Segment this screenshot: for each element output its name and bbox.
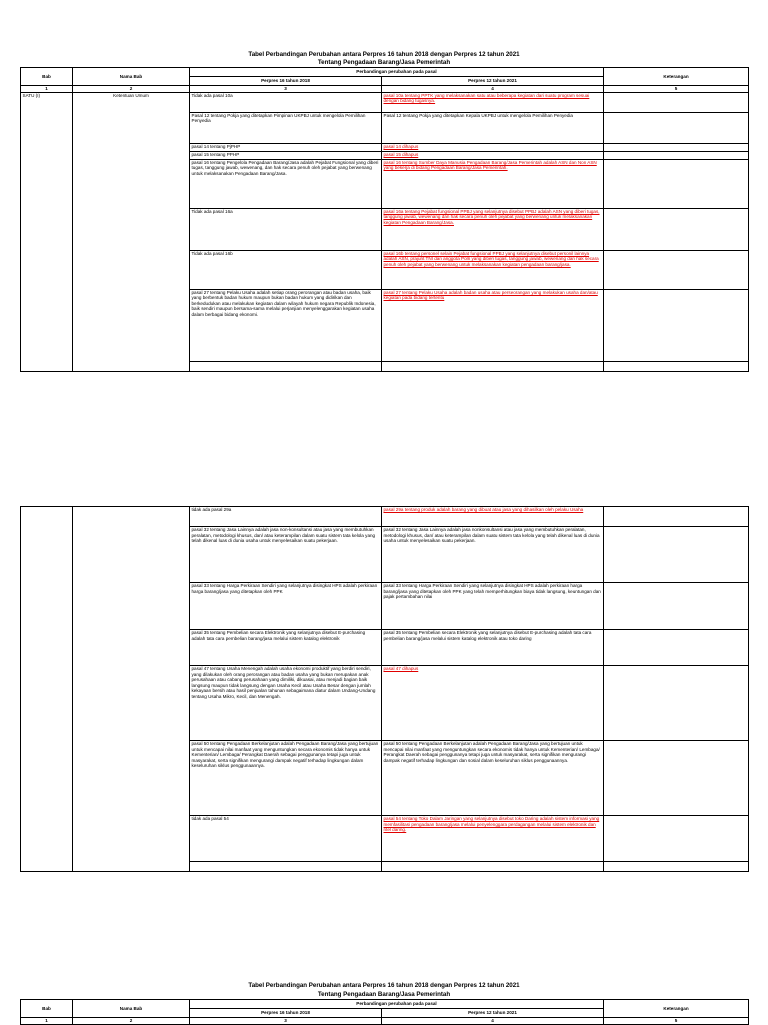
col-number: 5 xyxy=(604,86,749,93)
new-text-cell: pasal 16b tentang personel selain Pejabat fungsional PPBJ yang selanjutnya disebut personil lainnya adalah ASN, prajurit TNI dan anggota Polri yang diberi tugas, tanggung jawab, wewenang dan hak secara penuh oleh pejabat yang berwenang untuk melaksanakan kegiatan pengadaan barang/jasa. xyxy=(382,250,604,289)
keterangan-cell xyxy=(604,741,749,816)
nama-bab-cell xyxy=(73,507,190,872)
col-header-bab: Bab xyxy=(21,68,73,86)
bab-cell xyxy=(21,92,73,371)
keterangan-cell xyxy=(604,527,749,583)
empty-cell xyxy=(382,361,604,371)
col-number: 4 xyxy=(382,86,604,93)
new-text-cell: pasal 33 tentang Harga Perkiraan Sendiri yang selanjutnya disingkat HPS adalah perkiraan harga barang/jasa yang ditetapkan oleh PPK yang telah memperhitungkan biaya tidak langsung, keuntungan dan pajak pertambahan nilai xyxy=(382,583,604,630)
old-text-cell: Tidak ada pasal 16a xyxy=(190,208,382,250)
col-number: 3 xyxy=(190,1018,382,1025)
empty-cell xyxy=(190,361,382,371)
old-text-cell: Tidak ada pasal 16b xyxy=(190,250,382,289)
col-number: 2 xyxy=(73,1018,190,1025)
col-number: 4 xyxy=(382,1018,604,1025)
col-number: 5 xyxy=(604,1018,749,1025)
old-text-cell: pasal 35 tentang Pembelian secara Elektronik yang selanjutnya disebut E-purchasing adalah tata cara pembelian barang/jasa melalui sistem katalog elektronik xyxy=(190,630,382,666)
old-text-cell: pasal 16 tentang Pengelola Pengadaan Barang/Jasa adalah Pejabat Fungsional yang diberi tugas, tanggung jawab, wewenang, dan hak secara penuh oleh pejabat yang berwenang untuk melaksanakan Pengadaan Barang/Jasa. xyxy=(190,159,382,208)
nama-bab-cell xyxy=(73,92,190,371)
col-number: 2 xyxy=(73,86,190,93)
keterangan-cell xyxy=(604,289,749,361)
empty-cell xyxy=(190,862,382,872)
keterangan-cell xyxy=(604,112,749,143)
col-header-perpres16: Perpres 16 tahun 2018 xyxy=(190,1009,382,1018)
old-text-cell: pasal 47 tentang Usaha Menengah adalah usaha ekonomi produktif yang berdiri sendiri, yang dilakukan oleh orang perorangan atau badan usaha yang bukan merupakan anak perusahaan atau cabang perusahaan yang dimiliki, dikuasai, atau menjadi bagian baik langsung maupun tidak langsung dengan Usaha Kecil atau Usaha Besar dengan jumlah kekayaan bersih atau hasil penjualan tahunan sebagaimana diatur dalam Undang-Undang tentang Usaha Mikro, Kecil, dan Menengah. xyxy=(190,666,382,741)
nama-bab-value: Ketentuan Umum xyxy=(113,92,149,98)
new-text-cell: pasal 54 tentang Toko Dalam Jaringan yang selanjutnya disebut toko Daring adalah sistem informasi yang memfasilitasi pengadaan barang/jasa melalui penyelenggara perdagangan melalui sistem elektronik dan ritel daring. xyxy=(382,816,604,862)
col-header-perpres16: Perpres 16 tahun 2018 xyxy=(190,77,382,86)
new-text-cell: pasal 14 dihapus xyxy=(382,143,604,151)
keterangan-cell xyxy=(604,630,749,666)
empty-cell xyxy=(382,862,604,872)
col-header-perpres12: Perpres 12 tahun 2021 xyxy=(382,1009,604,1018)
old-text-cell: Pasal 12 tentang Pokja yang ditetapkan Pimpinan UKPBJ untuk mengelola Pemilihan Penyedia xyxy=(190,112,382,143)
old-text-cell: pasal 15 tentang PPHP xyxy=(190,151,382,159)
new-text-cell: pasal 47 dihapus xyxy=(382,666,604,741)
col-header-bab: Bab xyxy=(21,1000,73,1018)
keterangan-cell xyxy=(604,159,749,208)
new-text-cell: pasal 27 tentang Pelaku Usaha adalah badan usaha atau perseorangan yang melakukan usaha dan/atau kegiatan pada bidang tertentu xyxy=(382,289,604,361)
keterangan-cell xyxy=(604,208,749,250)
old-text-cell: pasal 32 tentang Jasa Lainnya adalah jasa non-konsultansi atau jasa yang membutuhkan peralatan, metodologi khusus, dan/ atau keterampilan dalam suatu sistem tata kelola yang telah dikenal luas di dunia usaha untuk menyelesaikan suatu pekerjaan. xyxy=(190,527,382,583)
new-text-cell: pasal 50 tentang Pengadaan Berkelanjutan adalah Pengadaan Barang/Jasa yang bertujuan untuk mencapai nilai manfaat yang menguntungkan secara ekonomis tidak hanya untuk Kementerian/ Lembaga/ Perangkat Daerah sebagai penggunanya tetapi juga untuk masyarakat, serta signifikan mengurangi dampak negatif terhadap lingkungan dan sosial dalam keseluruhan siklus penggunaannya. xyxy=(382,741,604,816)
keterangan-cell xyxy=(604,507,749,527)
col-number: 1 xyxy=(21,86,73,93)
new-text-cell: pasal 16a tentang Pejabat fungsional PPBJ yang selanjutnya disebut PPBJ adalah ASN yang diberi tugas, tanggung jawab, wewenang dan hak secara penuh oleh pejabat yang berwenang untuk melaksanakan kegiatan Pengadaan Barang/Jasa. xyxy=(382,208,604,250)
keterangan-cell xyxy=(604,816,749,862)
new-text-cell: Pasal 12 tentang Pokja yang ditetapkan Kepala UKPBJ untuk mengelola Pemilihan Penyedia xyxy=(382,112,604,143)
col-header-perbandingan: Perbandingan perubahan pada pasal xyxy=(190,1000,604,1009)
col-header-nama-bab: Nama Bab xyxy=(73,1000,190,1018)
old-text-cell: pasal 50 tentang Pengadaan Berkelanjutan adalah Pengadaan Barang/Jasa yang bertujuan untuk mencapai nilai manfaat yang menguntungkan secara ekonomis tidak hanya untuk Kementerian/ Lembaga/ Perangkat Daerah sebagai penggunanya tetapi juga untuk masyarakat, serta signifikan mengurangi dampak negatif terhadap lingkungan dalam keseluruhan siklus penggunaannya. xyxy=(190,741,382,816)
keterangan-cell xyxy=(604,151,749,159)
bab-value: SATU (I) xyxy=(22,92,41,98)
old-text-cell: pasal 33 tentang Harga Perkiraan Sendiri yang selanjutnya disingkat HPS adalah perkiraan harga barang/jasa yang ditetapkan oleh PPK xyxy=(190,583,382,630)
old-text-cell: Tidak ada pasal 10a xyxy=(190,92,382,112)
new-text-cell: pasal 16 tentang Sumber Daya Manusia Pengadaan Barang/Jasa Pemerintah adalah ASN dan Non ASN yang bekerja di bidang Pengadaan Barang/Jasa Pemerintah. xyxy=(382,159,604,208)
keterangan-cell xyxy=(604,250,749,289)
col-header-keterangan: Keterangan xyxy=(604,68,749,86)
new-text-cell: pasal 10a tentang PPTK yang melaksanakan satu atau beberapa kegiatan dari suatu program sesuai dengan bidang tugasnya. xyxy=(382,92,604,112)
col-header-perbandingan: Perbandingan perubahan pada pasal xyxy=(190,68,604,77)
old-text-cell: pasal 14 tentang PjPHP xyxy=(190,143,382,151)
keterangan-cell xyxy=(604,92,749,112)
col-header-nama-bab: Nama Bab xyxy=(73,68,190,86)
comparison-table-page1 xyxy=(20,67,749,372)
col-number: 3 xyxy=(190,86,382,93)
page-title: Tabel Perbandingan Perubahan antara Perpres 16 tahun 2018 dengan Perpres 12 tahun 2021 xyxy=(248,51,520,58)
new-text-cell: pasal 35 tentang Pembelian secara Elektronik yang selanjutnya disebut E-purchasing adalah tata cara pembelian barang/jasa melalui sistem katalog elektronik atau toko daring xyxy=(382,630,604,666)
old-text-cell: pasal 27 tentang Pelaku Usaha adalah setiap orang perorangan atau badan usaha, baik yang berbentuk badan hukum maupun bukan badan hukum yang didirikan dan berkedudukan atau melakukan kegiatan dalam wilayah hukum negara Republik Indonesia, baik sendiri maupun bersama-sama melalui perjanjian menyelenggarakan kegiatan usaha dalam berbagai bidang ekonomi. xyxy=(190,289,382,361)
page-subtitle-repeat: Tentang Pengadaan Barang/Jasa Pemerintah xyxy=(317,991,451,998)
new-text-cell: pasal 29a tentang produk adalah barang yang dibuat atau jasa yang dihasilkan oleh pelaku Usaha xyxy=(382,507,604,527)
col-number: 1 xyxy=(21,1018,73,1025)
keterangan-cell xyxy=(604,666,749,741)
page-subtitle: Tentang Pengadaan Barang/Jasa Pemerintah xyxy=(317,59,451,66)
keterangan-cell xyxy=(604,583,749,630)
page-title-repeat: Tabel Perbandingan Perubahan antara Perpres 16 tahun 2018 dengan Perpres 12 tahun 2021 xyxy=(248,982,520,989)
comparison-table-page3 xyxy=(20,999,749,1025)
bab-cell xyxy=(21,507,73,872)
empty-cell xyxy=(604,361,749,371)
old-text-cell: tidak ada pasal 54 xyxy=(190,816,382,862)
comparison-table-page2 xyxy=(20,506,749,872)
empty-cell xyxy=(604,862,749,872)
keterangan-cell xyxy=(604,143,749,151)
new-text-cell: pasal 32 tentang Jasa Lainnya adalah jasa nonkonsultansi atau jasa yang membutuhkan peralatan, metodologi khusus, dan/ atau keterampilan dalam suatu sistem tata kelola yang telah dikenal luas di dunia usaha untuk menyelesaikan suatu pekerjaan. xyxy=(382,527,604,583)
col-header-perpres12: Perpres 12 tahun 2021 xyxy=(382,77,604,86)
col-header-keterangan: Keterangan xyxy=(604,1000,749,1018)
old-text-cell: tidak ada pasal 29a xyxy=(190,507,382,527)
new-text-cell: pasal 15 dihapus xyxy=(382,151,604,159)
